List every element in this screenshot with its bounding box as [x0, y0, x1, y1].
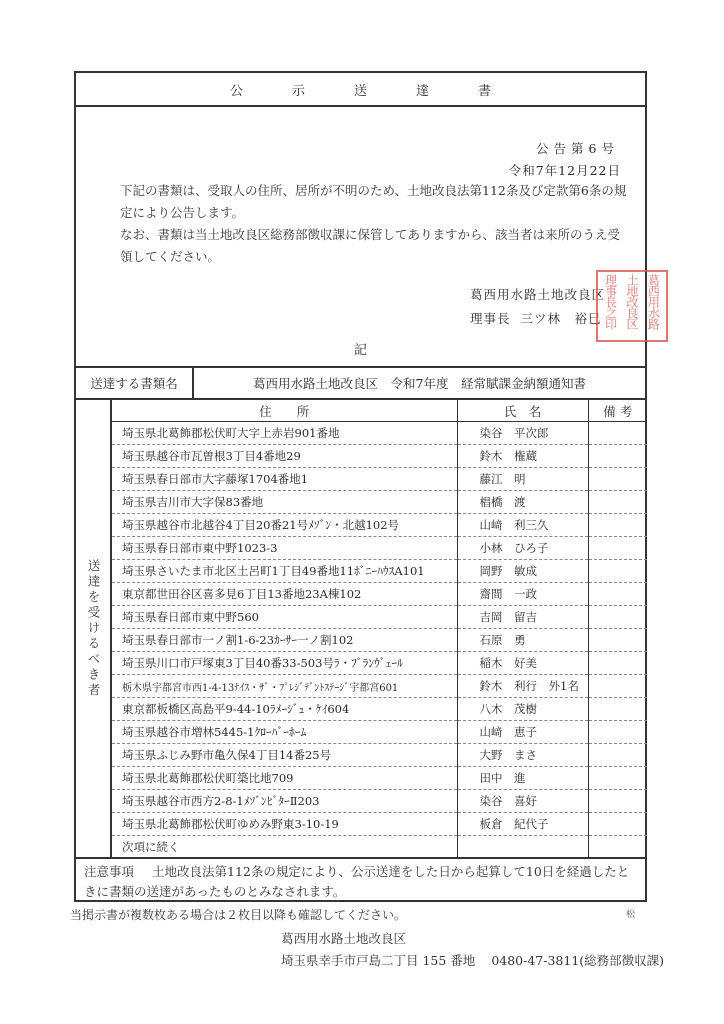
row-remarks	[588, 468, 647, 491]
recipients-table	[112, 400, 647, 858]
table-row	[112, 698, 647, 721]
body-paragraph: なお、書類は当土地改良区総務部徴収課に保管してありますから、該当者は来所のうえ受領してください。	[120, 227, 621, 264]
row-name: 石原 勇	[457, 629, 588, 652]
row-name: 岡野 敏成	[457, 560, 588, 583]
row-remarks	[588, 767, 647, 790]
header-name: 氏 名	[457, 400, 588, 422]
row-address: 栃木県宇都宮市西1-4-13ﾅｲｽ・ｻﾞ・ﾌﾟﾚｼﾞﾃﾞﾝﾄｽﾃｰｼﾞ宇都宮601	[112, 675, 457, 698]
row-address: 埼玉県春日部市一ノ割1-6-23ｶｰｻｰ一ノ割102	[112, 629, 457, 652]
row-remarks	[588, 445, 647, 468]
title-char: 書	[477, 83, 491, 99]
row-address: 埼玉県北葛飾郡松伏町築比地709	[112, 767, 457, 790]
row-name: 八木 茂樹	[457, 698, 588, 721]
header-remarks: 備 考	[588, 400, 647, 422]
header-address: 住 所	[112, 400, 457, 422]
row-address: 埼玉県春日部市東中野560	[112, 606, 457, 629]
table-row	[112, 813, 647, 836]
document-title	[76, 73, 645, 107]
row-name: 板倉 紀代子	[457, 813, 588, 836]
table-row	[112, 767, 647, 790]
issuer-organization: 葛西用水路土地改良区	[470, 287, 606, 302]
table-row	[112, 514, 647, 537]
row-remarks	[588, 606, 647, 629]
title-char: 達	[415, 83, 429, 99]
row-name: 山﨑 利三久	[457, 514, 588, 537]
row-remarks	[588, 721, 647, 744]
row-remarks	[588, 675, 647, 698]
row-name: 吉岡 留吉	[457, 606, 588, 629]
table-row	[112, 652, 647, 675]
table-row	[112, 468, 647, 491]
row-name: 齋間 一政	[457, 583, 588, 606]
issuer-chair	[470, 309, 602, 327]
footer-mark: 松	[626, 910, 636, 920]
notice-date: 令和7年12月22日	[508, 163, 621, 178]
row-name: 田中 進	[457, 767, 588, 790]
table-row	[112, 744, 647, 767]
row-name: 稲木 好美	[457, 652, 588, 675]
seal-column: 理事長之印	[603, 274, 618, 329]
row-remarks	[588, 422, 647, 445]
row-address: 埼玉県さいたま市北区土呂町1丁目49番地11ﾎﾞﾆｰﾊｳｽA101	[112, 560, 457, 583]
title-char: 公	[229, 83, 243, 99]
table-row	[112, 422, 647, 445]
caution-note	[76, 857, 645, 902]
row-remarks	[588, 629, 647, 652]
row-remarks	[588, 560, 647, 583]
table-row	[112, 560, 647, 583]
row-remarks	[588, 583, 647, 606]
table-row	[112, 790, 647, 813]
table-row	[112, 445, 647, 468]
notice-body	[120, 180, 630, 268]
footer-contact	[281, 951, 664, 969]
row-remarks	[588, 744, 647, 767]
table-header-row	[112, 400, 647, 422]
row-remarks	[588, 813, 647, 836]
row-name	[457, 836, 588, 859]
table-row	[112, 491, 647, 514]
title-char: 示	[291, 83, 305, 99]
table-row	[112, 606, 647, 629]
row-address: 埼玉県川口市戸塚東3丁目40番33-503号ﾗ・ﾌﾟﾗﾝｳﾞｪｰﾙ	[112, 652, 457, 675]
row-name: 鈴木 利行 外1名	[457, 675, 588, 698]
row-remarks	[588, 514, 647, 537]
issuer-title: 理事長	[470, 311, 511, 326]
row-name: 染谷 平次郎	[457, 422, 588, 445]
seal-stamp	[596, 270, 668, 342]
row-address: 埼玉県越谷市瓦曽根3丁目4番地29	[112, 445, 457, 468]
notice-number: 公告第6号	[536, 141, 619, 156]
table-row	[112, 583, 647, 606]
row-name: 染谷 喜好	[457, 790, 588, 813]
ki-label: 記	[353, 343, 367, 358]
document-name-row	[76, 366, 645, 400]
seal-column: 土地改良区	[624, 274, 639, 329]
row-remarks	[588, 537, 647, 560]
row-address: 次項に続く	[122, 840, 180, 854]
row-address: 埼玉県北葛飾郡松伏町ゆめみ野東3-10-19	[112, 813, 457, 836]
row-address: 埼玉県北葛飾郡松伏町大字上赤岩901番地	[112, 422, 457, 445]
row-name: 藤江 明	[457, 468, 588, 491]
seal-column: 葛西用水路	[646, 274, 661, 329]
row-address: 埼玉県吉川市大字保83番地	[112, 491, 457, 514]
row-remarks	[588, 491, 647, 514]
table-row	[112, 675, 647, 698]
caution-label: 注意事項	[84, 864, 135, 879]
row-address: 埼玉県春日部市大字藤塚1704番地1	[112, 468, 457, 491]
table-row	[112, 629, 647, 652]
row-address: 埼玉県春日部市東中野1023-3	[112, 537, 457, 560]
footer-address: 埼玉県幸手市戸島二丁目 155 番地	[281, 953, 476, 968]
footer-phone: 0480-47-3811(総務部徴収課)	[491, 953, 665, 968]
title-char: 送	[353, 83, 367, 99]
table-row	[112, 836, 647, 859]
row-remarks	[588, 836, 647, 859]
row-address: 埼玉県越谷市北越谷4丁目20番21号ﾒｿﾞﾝ・北越102号	[112, 514, 457, 537]
row-address: 埼玉県越谷市増林5445-1ｸﾛｰﾊﾞｰﾎｰﾑ	[112, 721, 457, 744]
body-paragraph: 下記の書類は、受取人の住所、居所が不明のため、土地改良法第112条及び定款第6条の規定により公告します。	[120, 183, 627, 220]
row-address: 東京都世田谷区喜多見6丁目13番地23A棟102	[112, 583, 457, 606]
row-name: 椙橋 渡	[457, 491, 588, 514]
multi-page-notice: 当掲示書が複数枚ある場合は２枚目以降も確認してください。	[70, 908, 407, 922]
table-row	[112, 721, 647, 744]
row-remarks	[588, 652, 647, 675]
document-name-label: 送達する書類名	[76, 368, 194, 398]
row-remarks	[588, 698, 647, 721]
document-name-value: 葛西用水路土地改良区 令和7年度 経常賦課金納額通知書	[253, 376, 586, 391]
notice-frame	[74, 71, 647, 902]
footer-organization: 葛西用水路土地改良区	[281, 931, 407, 946]
recipients-label	[76, 400, 112, 857]
table-row	[112, 537, 647, 560]
row-name: 大野 まさ	[457, 744, 588, 767]
issuer-name: 三ツ林 裕巳	[520, 311, 602, 326]
row-address: 埼玉県ふじみ野市亀久保4丁目14番25号	[112, 744, 457, 767]
recipients-label-text: 送達を受けるべき者	[86, 558, 101, 699]
row-name: 小林 ひろ子	[457, 537, 588, 560]
caution-text: 土地改良法第112条の規定により、公示送達をした日から起算して10日を経過したときに書類の送達があったものとみなされます。	[84, 864, 630, 899]
row-address: 埼玉県越谷市西方2-8-1ﾒｿﾞﾝﾋﾞﾀｰⅡ203	[112, 790, 457, 813]
row-name: 山﨑 恵子	[457, 721, 588, 744]
row-name: 鈴木 権蔵	[457, 445, 588, 468]
row-remarks	[588, 790, 647, 813]
row-address: 東京都板橋区高島平9-44-10ﾗﾒｰｼﾞｭ・ｹｲ604	[112, 698, 457, 721]
